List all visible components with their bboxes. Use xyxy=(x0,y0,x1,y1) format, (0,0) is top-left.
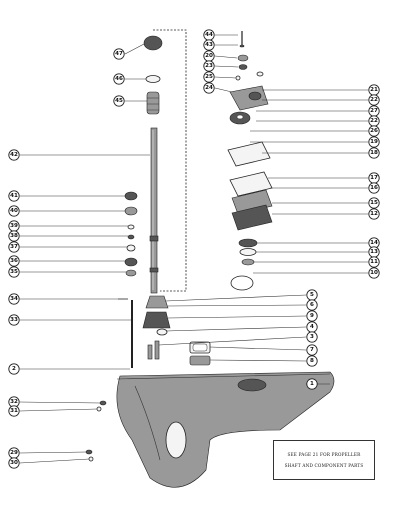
svg-text:14: 14 xyxy=(370,240,378,246)
callout-25 xyxy=(204,72,214,82)
note-line-2: SHAFT AND COMPONENT PARTS xyxy=(284,463,364,468)
svg-text:31: 31 xyxy=(10,408,18,414)
propeller-reference-note xyxy=(273,440,375,480)
svg-text:37: 37 xyxy=(10,244,18,250)
svg-text:36: 36 xyxy=(10,258,18,264)
callout-6 xyxy=(307,300,317,310)
callout-3 xyxy=(307,332,317,342)
svg-text:35: 35 xyxy=(10,269,18,275)
svg-text:46: 46 xyxy=(115,76,123,82)
lower-gears xyxy=(143,296,170,359)
callout-34 xyxy=(9,294,19,304)
callout-38 xyxy=(9,231,19,241)
callout-20 xyxy=(204,51,214,61)
callout-39 xyxy=(9,221,19,231)
callout-37 xyxy=(9,242,19,252)
svg-text:2: 2 xyxy=(12,366,16,372)
svg-text:4: 4 xyxy=(310,324,314,330)
callout-27 xyxy=(369,106,379,116)
callout-7 xyxy=(307,345,317,355)
callout-9 xyxy=(307,311,317,321)
svg-text:25: 25 xyxy=(205,74,213,80)
callout-40 xyxy=(9,206,19,216)
drive-shaft xyxy=(150,128,158,293)
callout-41 xyxy=(9,191,19,201)
callout-46 xyxy=(114,74,124,84)
svg-text:7: 7 xyxy=(310,347,314,353)
svg-text:20: 20 xyxy=(205,53,213,59)
callout-29 xyxy=(9,448,19,458)
assembly-dashed-outline xyxy=(153,30,186,291)
svg-text:10: 10 xyxy=(370,270,378,276)
callout-33 xyxy=(9,315,19,325)
svg-text:32: 32 xyxy=(10,399,18,405)
callout-5 xyxy=(307,290,317,300)
callout-12 xyxy=(369,209,379,219)
callout-22b xyxy=(369,116,379,126)
callout-35 xyxy=(9,267,19,277)
svg-text:8: 8 xyxy=(310,358,314,364)
callout-45 xyxy=(114,96,124,106)
svg-text:24: 24 xyxy=(205,85,213,91)
svg-text:13: 13 xyxy=(370,249,378,255)
shift-shaft xyxy=(118,299,132,368)
svg-text:12: 12 xyxy=(370,211,378,217)
callout-13 xyxy=(369,247,379,257)
callout-19 xyxy=(369,137,379,147)
callout-44 xyxy=(204,30,214,40)
svg-text:41: 41 xyxy=(10,193,18,199)
callout-2 xyxy=(9,364,19,374)
svg-text:15: 15 xyxy=(370,200,378,206)
callout-30 xyxy=(9,458,19,468)
callout-21 xyxy=(369,85,379,95)
svg-text:38: 38 xyxy=(10,233,18,239)
svg-text:29: 29 xyxy=(10,450,18,456)
svg-text:3: 3 xyxy=(310,334,314,340)
callout-15 xyxy=(369,198,379,208)
svg-text:16: 16 xyxy=(370,185,378,191)
svg-text:9: 9 xyxy=(310,313,314,319)
svg-text:22: 22 xyxy=(370,97,378,103)
svg-text:45: 45 xyxy=(115,98,123,104)
callout-22 xyxy=(369,95,379,105)
svg-text:22: 22 xyxy=(370,118,378,124)
note-line-1: SEE PAGE 21 FOR PROPELLER xyxy=(287,452,361,457)
callout-8 xyxy=(307,356,317,366)
callout-43 xyxy=(204,40,214,50)
callout-4 xyxy=(307,322,317,332)
callout-36 xyxy=(9,256,19,266)
svg-text:17: 17 xyxy=(370,175,378,181)
callout-42 xyxy=(9,150,19,160)
callout-1 xyxy=(307,379,317,389)
callout-24 xyxy=(204,83,214,93)
left-column-parts xyxy=(125,192,137,276)
svg-text:5: 5 xyxy=(310,292,314,298)
svg-text:19: 19 xyxy=(370,139,378,145)
shaft-upper-parts xyxy=(144,36,162,114)
svg-text:44: 44 xyxy=(205,32,213,38)
svg-text:23: 23 xyxy=(205,63,213,69)
callout-47 xyxy=(114,49,124,59)
water-pump-stack xyxy=(228,31,272,290)
callout-17 xyxy=(369,173,379,183)
callout-23 xyxy=(204,61,214,71)
svg-text:34: 34 xyxy=(10,296,18,302)
callout-26 xyxy=(369,126,379,136)
svg-text:21: 21 xyxy=(370,87,378,93)
svg-text:42: 42 xyxy=(10,152,18,158)
svg-text:27: 27 xyxy=(370,108,378,114)
svg-text:39: 39 xyxy=(10,223,18,229)
shift-cam-parts xyxy=(190,342,210,365)
svg-text:11: 11 xyxy=(370,259,378,265)
callout-16 xyxy=(369,183,379,193)
svg-text:40: 40 xyxy=(10,208,18,214)
svg-text:43: 43 xyxy=(205,42,213,48)
small-loose-parts xyxy=(86,401,106,461)
callout-31 xyxy=(9,406,19,416)
callout-10 xyxy=(369,268,379,278)
svg-text:33: 33 xyxy=(10,317,18,323)
svg-text:47: 47 xyxy=(115,51,123,57)
callout-18 xyxy=(369,148,379,158)
svg-text:18: 18 xyxy=(370,150,378,156)
svg-text:6: 6 xyxy=(310,302,314,308)
svg-text:1: 1 xyxy=(310,381,314,387)
callout-11 xyxy=(369,257,379,267)
svg-text:26: 26 xyxy=(370,128,378,134)
svg-text:30: 30 xyxy=(10,460,18,466)
